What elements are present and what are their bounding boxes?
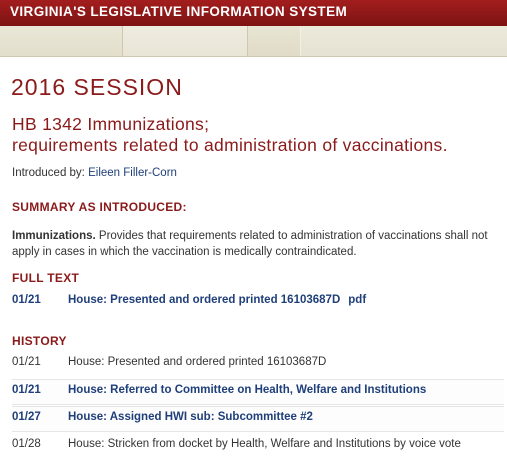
history-row [12, 434, 504, 458]
full-text-row[interactable] [12, 290, 504, 314]
history-date: 01/21 [12, 384, 41, 396]
nav-panel [122, 26, 248, 56]
bill-title [12, 114, 502, 156]
pdf-link[interactable]: pdf [348, 294, 367, 306]
history-link[interactable]: House: Assigned HWI sub: Subcommittee #2 [68, 411, 313, 423]
history-date: 01/27 [12, 411, 41, 423]
introduced-by [12, 167, 177, 179]
history-row[interactable] [12, 406, 504, 432]
history-row [12, 352, 504, 376]
full-text-heading: FULL TEXT [12, 271, 80, 285]
summary-text [12, 228, 502, 260]
history-date: 01/21 [12, 356, 41, 368]
top-banner [0, 0, 507, 26]
bill-title-line1: HB 1342 Immunizations; [12, 114, 210, 134]
history-date: 01/28 [12, 438, 41, 450]
nav-bar [0, 26, 507, 57]
nav-panel [0, 26, 122, 56]
summary-body: Provides that requirements related to administration of vaccinations shall not apply in cases in which the vaccination is medically contraindicated. [12, 230, 488, 258]
full-text-link[interactable]: House: Presented and ordered printed 16103687D [68, 294, 341, 306]
history-heading: HISTORY [12, 334, 67, 348]
bill-title-line2: requirements related to administration of vaccinations. [12, 135, 448, 155]
patron-link[interactable]: Eileen Filler-Corn [88, 167, 177, 179]
history-link[interactable]: House: Referred to Committee on Health, Welfare and Institutions [68, 384, 427, 396]
history-desc: House: Stricken from docket by Health, Welfare and Institutions by voice vote [68, 438, 461, 450]
session-title: 2016 SESSION [11, 74, 183, 100]
introduced-label: Introduced by: [12, 167, 85, 179]
summary-lead: Immunizations. [12, 230, 96, 242]
history-desc: House: Presented and ordered printed 16103687D [68, 356, 327, 368]
full-text-date: 01/21 [12, 294, 41, 306]
summary-heading: SUMMARY AS INTRODUCED: [12, 200, 187, 214]
history-row[interactable] [12, 379, 504, 405]
full-text-desc [68, 294, 366, 306]
nav-panel [300, 26, 507, 56]
site-title: VIRGINIA'S LEGISLATIVE INFORMATION SYSTEM [10, 4, 348, 19]
